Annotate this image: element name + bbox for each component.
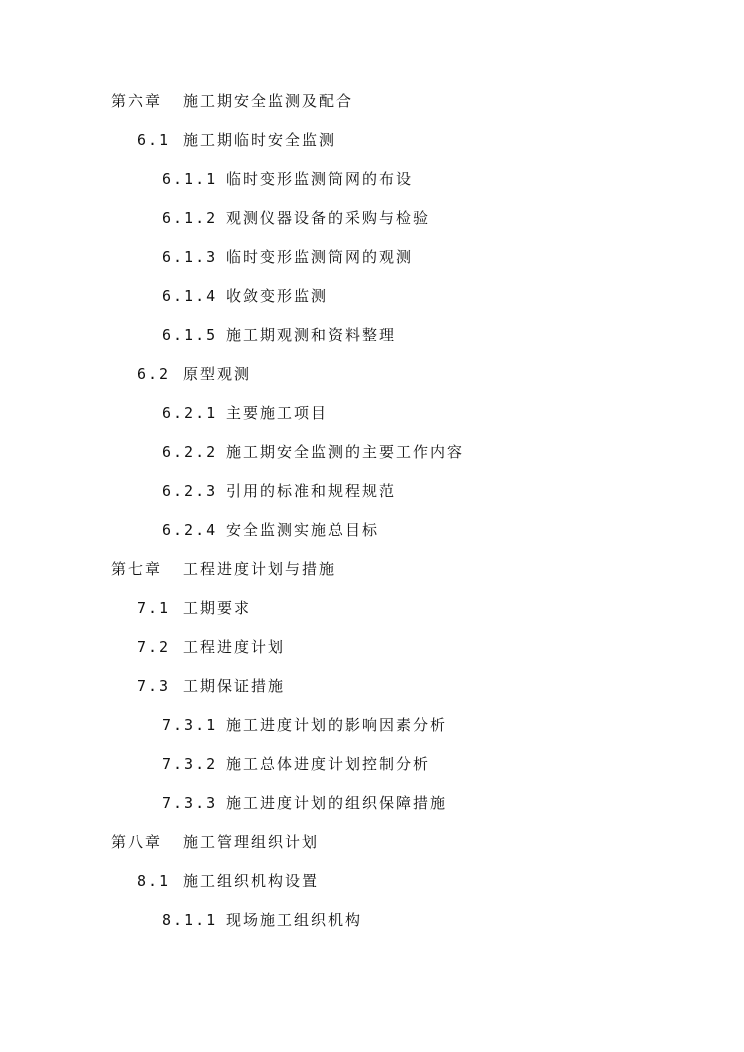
toc-entry-number: 6.1.4 bbox=[162, 287, 218, 305]
toc-subsection bbox=[0, 166, 744, 205]
toc-entry-title: 施工期安全监测及配合 bbox=[183, 92, 354, 110]
toc-entry-title: 原型观测 bbox=[183, 365, 252, 383]
toc-entry-number: 6.1 bbox=[137, 131, 171, 149]
toc-entry-number: 7.3.2 bbox=[162, 755, 218, 773]
toc-entry-title: 工程进度计划与措施 bbox=[183, 560, 337, 578]
toc-entry-title: 安全监测实施总目标 bbox=[226, 521, 380, 539]
toc-entry-title: 施工进度计划的影响因素分析 bbox=[226, 716, 448, 734]
toc-subsection bbox=[0, 907, 744, 946]
toc-entry-number: 6.1.2 bbox=[162, 209, 218, 227]
toc-entry-title: 施工组织机构设置 bbox=[183, 872, 320, 890]
toc-subsection bbox=[0, 790, 744, 829]
toc-section bbox=[0, 868, 744, 907]
toc-section bbox=[0, 634, 744, 673]
toc-entry-number: 8.1 bbox=[137, 872, 171, 890]
toc-entry-number: 6.2.1 bbox=[162, 404, 218, 422]
toc-section bbox=[0, 361, 744, 400]
toc-subsection bbox=[0, 400, 744, 439]
toc-entry-number: 6.2.4 bbox=[162, 521, 218, 539]
toc-subsection bbox=[0, 712, 744, 751]
toc-entry-title: 收敛变形监测 bbox=[226, 287, 329, 305]
toc-subsection bbox=[0, 244, 744, 283]
toc-entry-number: 7.3.1 bbox=[162, 716, 218, 734]
toc-subsection bbox=[0, 439, 744, 478]
toc-entry-title: 施工总体进度计划控制分析 bbox=[226, 755, 431, 773]
toc-subsection bbox=[0, 322, 744, 361]
toc-entry-number: 7.2 bbox=[137, 638, 171, 656]
table-of-contents bbox=[0, 88, 744, 946]
toc-entry-number: 第六章 bbox=[111, 92, 163, 110]
toc-chapter bbox=[0, 556, 744, 595]
toc-entry-number: 6.2 bbox=[137, 365, 171, 383]
toc-entry-number: 6.2.3 bbox=[162, 482, 218, 500]
toc-section bbox=[0, 127, 744, 166]
toc-subsection bbox=[0, 205, 744, 244]
toc-subsection bbox=[0, 478, 744, 517]
toc-entry-title: 引用的标准和规程规范 bbox=[226, 482, 397, 500]
toc-entry-title: 现场施工组织机构 bbox=[226, 911, 363, 929]
toc-entry-number: 7.3 bbox=[137, 677, 171, 695]
toc-entry-title: 施工期观测和资料整理 bbox=[226, 326, 397, 344]
toc-entry-title: 临时变形监测筒网的观测 bbox=[226, 248, 414, 266]
toc-entry-title: 工期要求 bbox=[183, 599, 252, 617]
toc-entry-number: 7.1 bbox=[137, 599, 171, 617]
toc-entry-number: 第八章 bbox=[111, 833, 163, 851]
toc-entry-title: 施工进度计划的组织保障措施 bbox=[226, 794, 448, 812]
toc-chapter bbox=[0, 829, 744, 868]
toc-entry-number: 第七章 bbox=[111, 560, 163, 578]
toc-entry-title: 工期保证措施 bbox=[183, 677, 286, 695]
toc-chapter bbox=[0, 88, 744, 127]
toc-entry-title: 施工期安全监测的主要工作内容 bbox=[226, 443, 465, 461]
toc-subsection bbox=[0, 751, 744, 790]
toc-entry-title: 临时变形监测筒网的布设 bbox=[226, 170, 414, 188]
toc-entry-title: 施工期临时安全监测 bbox=[183, 131, 337, 149]
toc-subsection bbox=[0, 517, 744, 556]
toc-entry-title: 施工管理组织计划 bbox=[183, 833, 320, 851]
toc-entry-number: 8.1.1 bbox=[162, 911, 218, 929]
toc-entry-number: 7.3.3 bbox=[162, 794, 218, 812]
toc-entry-number: 6.1.5 bbox=[162, 326, 218, 344]
toc-entry-title: 工程进度计划 bbox=[183, 638, 286, 656]
toc-subsection bbox=[0, 283, 744, 322]
toc-section bbox=[0, 595, 744, 634]
toc-entry-number: 6.1.3 bbox=[162, 248, 218, 266]
toc-entry-number: 6.2.2 bbox=[162, 443, 218, 461]
toc-section bbox=[0, 673, 744, 712]
toc-entry-title: 观测仪器设备的采购与检验 bbox=[226, 209, 431, 227]
toc-entry-title: 主要施工项目 bbox=[226, 404, 329, 422]
toc-entry-number: 6.1.1 bbox=[162, 170, 218, 188]
